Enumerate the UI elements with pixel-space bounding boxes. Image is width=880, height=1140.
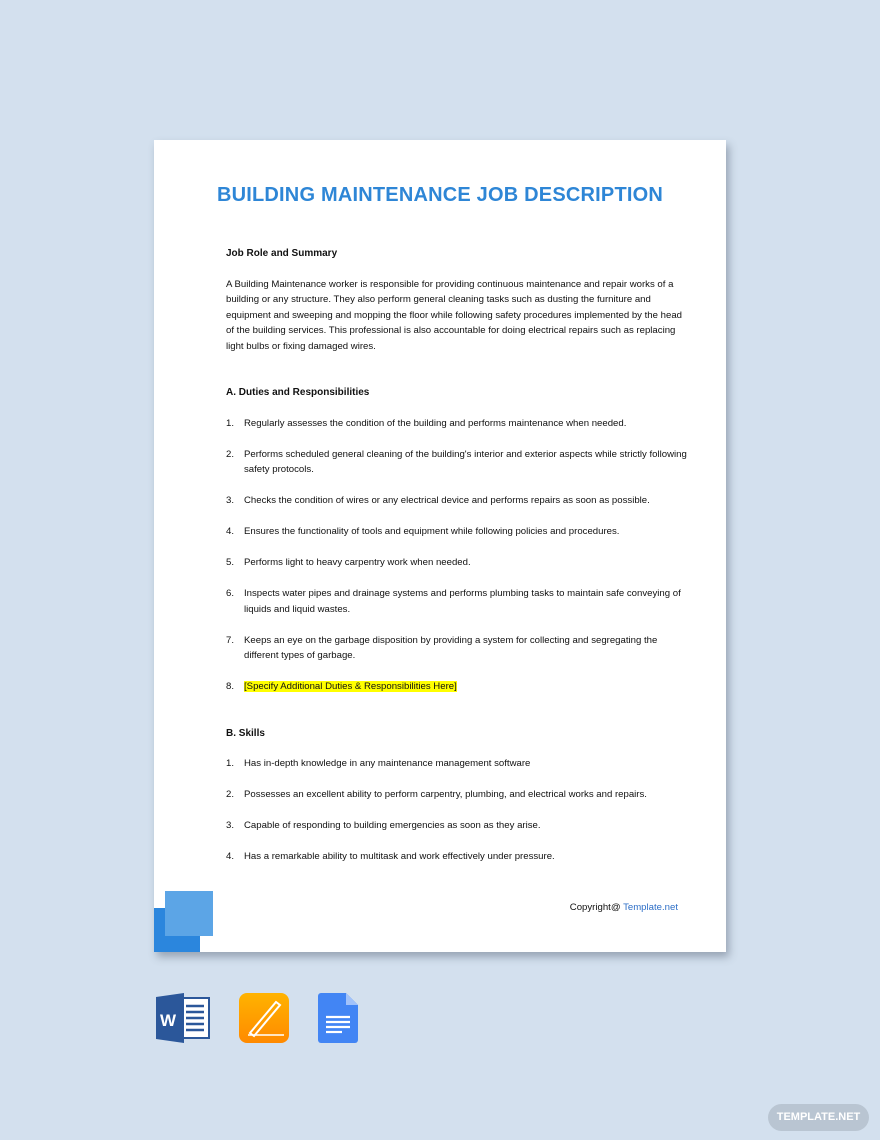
- duty-item: [226, 416, 688, 432]
- item-number: 4.: [226, 526, 235, 537]
- item-number: 8.: [226, 681, 235, 692]
- item-text: Performs light to heavy carpentry work when needed.: [244, 557, 471, 568]
- document-page: [154, 140, 726, 952]
- copyright-link[interactable]: Template.net: [623, 902, 678, 913]
- copyright: [570, 902, 678, 913]
- item-number: 2.: [226, 789, 235, 800]
- item-number: 4.: [226, 851, 235, 862]
- duty-item: [226, 447, 688, 478]
- skill-item: [226, 787, 688, 803]
- item-text: [Specify Additional Duties & Responsibilities Here]: [244, 681, 457, 692]
- item-number: 6.: [226, 588, 235, 599]
- item-number: 1.: [226, 417, 235, 429]
- item-text: Has a remarkable ability to multitask and work effectively under pressure.: [244, 851, 555, 862]
- document-title: BUILDING MAINTENANCE JOB DESCRIPTION: [216, 184, 664, 206]
- copyright-label: Copyright@: [569, 902, 624, 913]
- item-text: Keeps an eye on the garbage disposition by providing a system for collecting and segregating the different types of garbage.: [244, 634, 658, 661]
- duties-list: [226, 416, 688, 695]
- skills-heading: B. Skills: [226, 727, 265, 739]
- word-icon[interactable]: [156, 993, 210, 1043]
- duty-item: [226, 493, 688, 509]
- item-number: 7.: [226, 634, 235, 646]
- decor-square-light: [165, 891, 213, 936]
- item-text: Inspects water pipes and drainage systems and performs plumbing tasks to maintain safe conveying of liquids and liquid wastes.: [244, 588, 681, 615]
- skill-item: [226, 849, 688, 865]
- item-text: Performs scheduled general cleaning of the building's interior and exterior aspects while strictly following safety protocols.: [244, 448, 687, 475]
- pages-icon[interactable]: [238, 993, 290, 1043]
- duties-heading: A. Duties and Responsibilities: [226, 387, 370, 398]
- item-number: 3.: [226, 495, 235, 506]
- item-text: Possesses an excellent ability to perform carpentry, plumbing, and electrical works and repairs.: [244, 789, 647, 800]
- duty-item: [226, 555, 688, 571]
- watermark-badge: TEMPLATE.NET: [768, 1104, 869, 1131]
- item-number: 2.: [226, 448, 235, 460]
- summary-text: A Building Maintenance worker is responsible for providing continuous maintenance and repair works of a building or any structure. They also perform general cleaning tasks such as dusting the furniture and equipment and sweeping and mopping the floor while following safety procedures implemented by the head of the building services. This professional is also accountable for doing electrical repairs such as replacing light bulbs or fixing damaged wires.: [226, 278, 682, 352]
- item-number: 3.: [226, 820, 235, 831]
- google-docs-icon[interactable]: [318, 993, 360, 1043]
- duty-item: [226, 524, 688, 540]
- item-text: Checks the condition of wires or any electrical device and performs repairs as soon as possible.: [244, 495, 650, 506]
- summary-heading: Job Role and Summary: [226, 248, 338, 259]
- duty-item: [226, 586, 688, 617]
- item-text: Has in-depth knowledge in any maintenance management software: [244, 758, 531, 769]
- item-text: Regularly assesses the condition of the building and performs maintenance when needed.: [244, 417, 627, 429]
- duty-item: [226, 633, 688, 664]
- svg-text:W: W: [160, 1011, 177, 1030]
- skills-list: [226, 756, 688, 865]
- item-number: 5.: [226, 557, 235, 568]
- duty-item: [226, 679, 688, 695]
- skill-item: [226, 756, 688, 772]
- item-text: Ensures the functionality of tools and equipment while following policies and procedures.: [244, 526, 620, 537]
- item-number: 1.: [226, 758, 235, 769]
- skill-item: [226, 818, 688, 834]
- item-text: Capable of responding to building emergencies as soon as they arise.: [244, 820, 541, 831]
